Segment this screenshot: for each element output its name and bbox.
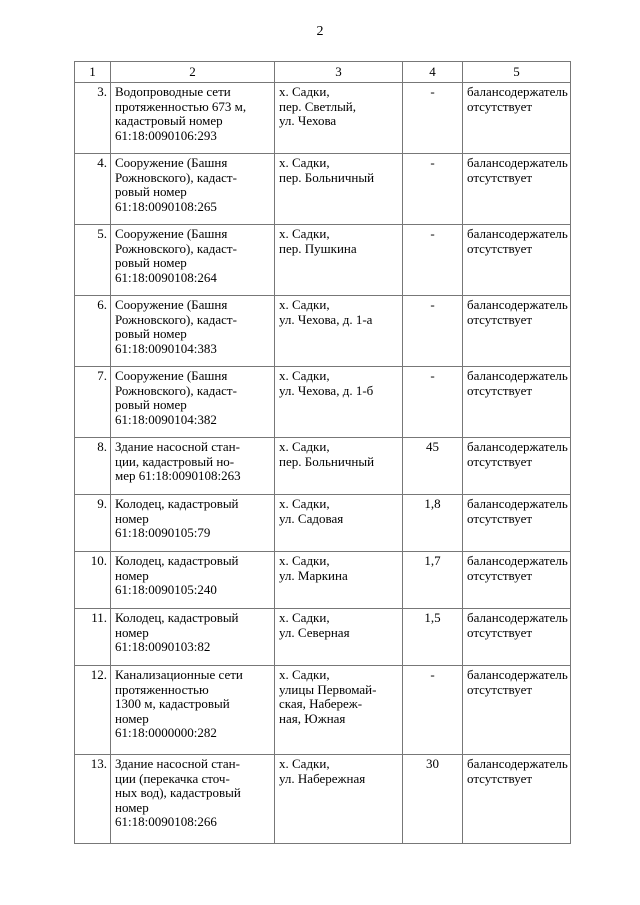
holder-cell-line: балансодержатель [467, 439, 568, 454]
row-number-cell: 6. [75, 296, 111, 367]
object-name-cell-line: Здание насосной стан- [115, 756, 240, 771]
address-cell [275, 495, 403, 552]
address-cell [275, 225, 403, 296]
object-name-cell [111, 609, 275, 666]
object-name-cell-line: 61:18:0090105:240 [115, 582, 217, 598]
holder-cell-line: балансодержатель [467, 553, 568, 568]
value-cell: 45 [403, 438, 463, 495]
object-name-cell-line: 61:18:0090103:82 [115, 639, 211, 655]
holder-cell [463, 225, 571, 296]
row-number-cell: 3. [75, 83, 111, 154]
object-name-cell-line: ции (перекачка сточ- [115, 770, 230, 786]
holder-cell [463, 755, 571, 844]
address-cell-line: х. Садки, [279, 610, 330, 625]
row-number-cell: 11. [75, 609, 111, 666]
holder-cell-line: отсутствует [467, 98, 533, 114]
address-cell-line: х. Садки, [279, 756, 330, 771]
address-cell-line: х. Садки, [279, 155, 330, 170]
address-cell-line: ул. Чехова, д. 1-а [279, 311, 373, 327]
object-name-cell [111, 438, 275, 495]
row-number-cell: 4. [75, 154, 111, 225]
object-name-cell-line: Колодец, кадастровый [115, 496, 239, 511]
object-name-cell-line: Рожновского), кадаст- [115, 311, 237, 327]
holder-cell-line: балансодержатель [467, 155, 568, 170]
value-cell: 1,5 [403, 609, 463, 666]
address-cell-line: пер. Светлый, [279, 98, 357, 114]
object-name-cell [111, 296, 275, 367]
address-cell-line: х. Садки, [279, 368, 330, 383]
holder-cell [463, 438, 571, 495]
address-cell-line: х. Садки, [279, 667, 330, 682]
table-row [75, 666, 571, 755]
address-cell-line: улицы Первомай- [279, 681, 377, 697]
address-cell-line: х. Садки, [279, 297, 330, 312]
row-number-cell: 7. [75, 367, 111, 438]
object-name-cell-line: ции, кадастровый но- [115, 453, 235, 469]
holder-cell-line: балансодержатель [467, 667, 568, 682]
object-name-cell-line: номер [115, 567, 149, 583]
object-name-cell [111, 154, 275, 225]
table-row [75, 83, 571, 154]
object-name-cell-line: номер [115, 710, 149, 726]
address-cell-line: ул. Маркина [279, 567, 348, 583]
address-cell [275, 367, 403, 438]
value-cell: - [403, 296, 463, 367]
object-name-cell [111, 755, 275, 844]
object-name-cell-line: Сооружение (Башня [115, 226, 228, 241]
object-name-cell-line: мер 61:18:0090108:263 [115, 468, 241, 484]
object-name-cell-line: 1300 м, кадастровый [115, 696, 230, 712]
object-name-cell-line: Водопроводные сети [115, 84, 231, 99]
header-cell-2: 2 [111, 62, 275, 83]
address-cell-line: х. Садки, [279, 553, 330, 568]
value-cell: - [403, 666, 463, 755]
value-cell: 30 [403, 755, 463, 844]
holder-cell-line: отсутствует [467, 510, 533, 526]
object-name-cell-line: номер [115, 510, 149, 526]
holder-cell [463, 154, 571, 225]
address-cell [275, 755, 403, 844]
address-cell [275, 666, 403, 755]
object-name-cell-line: кадастровый номер [115, 113, 223, 129]
object-name-cell-line: Канализационные сети [115, 667, 243, 682]
address-cell [275, 438, 403, 495]
table-row [75, 495, 571, 552]
holder-cell [463, 367, 571, 438]
value-cell: - [403, 367, 463, 438]
object-name-cell-line: ровый номер [115, 255, 187, 271]
object-name-cell-line: 61:18:0090104:382 [115, 411, 217, 427]
object-name-cell [111, 83, 275, 154]
table-row [75, 438, 571, 495]
object-name-cell-line: номер [115, 624, 149, 640]
holder-cell-line: отсутствует [467, 453, 533, 469]
object-name-cell-line: ровый номер [115, 326, 187, 342]
property-register-table [74, 61, 571, 844]
object-name-cell-line: Сооружение (Башня [115, 368, 228, 383]
object-name-cell-line: 61:18:0090106:293 [115, 127, 217, 143]
address-cell-line: ул. Чехова, д. 1-б [279, 382, 374, 398]
holder-cell-line: балансодержатель [467, 226, 568, 241]
header-cell-4: 4 [403, 62, 463, 83]
object-name-cell-line: Рожновского), кадаст- [115, 169, 237, 185]
address-cell-line: пер. Больничный [279, 453, 375, 469]
object-name-cell-line: ровый номер [115, 397, 187, 413]
table-row [75, 154, 571, 225]
row-number-cell: 12. [75, 666, 111, 755]
object-name-cell-line: Здание насосной стан- [115, 439, 240, 454]
value-cell: - [403, 154, 463, 225]
page-number: 2 [316, 24, 324, 39]
header-row [75, 62, 571, 83]
address-cell-line: ул. Садовая [279, 510, 344, 526]
object-name-cell-line: 61:18:0090108:266 [115, 814, 217, 830]
object-name-cell-line: Сооружение (Башня [115, 297, 228, 312]
address-cell [275, 609, 403, 666]
table-row [75, 609, 571, 666]
object-name-cell-line: протяженностью [115, 681, 209, 697]
holder-cell-line: отсутствует [467, 169, 533, 185]
row-number-cell: 9. [75, 495, 111, 552]
object-name-cell-line: протяженностью 673 м, [115, 98, 247, 114]
address-cell [275, 154, 403, 225]
object-name-cell [111, 552, 275, 609]
object-name-cell-line: ных вод), кадастровый [115, 785, 241, 801]
object-name-cell-line: 61:18:0090104:383 [115, 340, 217, 356]
address-cell [275, 296, 403, 367]
holder-cell [463, 609, 571, 666]
header-cell-5: 5 [463, 62, 571, 83]
object-name-cell-line: 61:18:0090108:265 [115, 198, 217, 214]
holder-cell-line: отсутствует [467, 770, 533, 786]
holder-cell [463, 666, 571, 755]
holder-cell-line: балансодержатель [467, 368, 568, 383]
table-row [75, 296, 571, 367]
row-number-cell: 13. [75, 755, 111, 844]
object-name-cell-line: Сооружение (Башня [115, 155, 228, 170]
holder-cell-line: отсутствует [467, 382, 533, 398]
holder-cell [463, 296, 571, 367]
address-cell-line: ул. Северная [279, 624, 350, 640]
row-number-cell: 5. [75, 225, 111, 296]
object-name-cell-line: 61:18:0090108:264 [115, 269, 217, 285]
holder-cell-line: балансодержатель [467, 610, 568, 625]
value-cell: 1,8 [403, 495, 463, 552]
address-cell-line: х. Садки, [279, 226, 330, 241]
object-name-cell-line: Колодец, кадастровый [115, 610, 239, 625]
address-cell [275, 552, 403, 609]
holder-cell [463, 83, 571, 154]
object-name-cell [111, 666, 275, 755]
address-cell-line: х. Садки, [279, 439, 330, 454]
object-name-cell-line: 61:18:0000000:282 [115, 725, 217, 741]
object-name-cell [111, 367, 275, 438]
object-name-cell-line: ровый номер [115, 184, 187, 200]
address-cell [275, 83, 403, 154]
address-cell-line: пер. Больничный [279, 169, 375, 185]
header-cell-1: 1 [75, 62, 111, 83]
header-cell-3: 3 [275, 62, 403, 83]
holder-cell-line: отсутствует [467, 240, 533, 256]
holder-cell-line: отсутствует [467, 624, 533, 640]
object-name-cell-line: 61:18:0090105:79 [115, 525, 211, 541]
holder-cell [463, 495, 571, 552]
object-name-cell-line: номер [115, 799, 149, 815]
object-name-cell-line: Рожновского), кадаст- [115, 382, 237, 398]
holder-cell-line: балансодержатель [467, 756, 568, 771]
address-cell-line: ная, Южная [279, 710, 346, 726]
holder-cell-line: балансодержатель [467, 84, 568, 99]
holder-cell-line: балансодержатель [467, 297, 568, 312]
object-name-cell [111, 495, 275, 552]
holder-cell-line: отсутствует [467, 681, 533, 697]
address-cell-line: х. Садки, [279, 496, 330, 511]
holder-cell-line: отсутствует [467, 311, 533, 327]
table-row [75, 755, 571, 844]
value-cell: 1,7 [403, 552, 463, 609]
object-name-cell-line: Колодец, кадастровый [115, 553, 239, 568]
value-cell: - [403, 225, 463, 296]
holder-cell [463, 552, 571, 609]
holder-cell-line: отсутствует [467, 567, 533, 583]
address-cell-line: ул. Набережная [279, 770, 366, 786]
value-cell: - [403, 83, 463, 154]
table-row [75, 367, 571, 438]
row-number-cell: 8. [75, 438, 111, 495]
address-cell-line: пер. Пушкина [279, 240, 357, 256]
holder-cell-line: балансодержатель [467, 496, 568, 511]
address-cell-line: ская, Набереж- [279, 696, 363, 712]
address-cell-line: х. Садки, [279, 84, 330, 99]
object-name-cell [111, 225, 275, 296]
table-row [75, 225, 571, 296]
address-cell-line: ул. Чехова [279, 113, 337, 129]
row-number-cell: 10. [75, 552, 111, 609]
object-name-cell-line: Рожновского), кадаст- [115, 240, 237, 256]
table-row [75, 552, 571, 609]
